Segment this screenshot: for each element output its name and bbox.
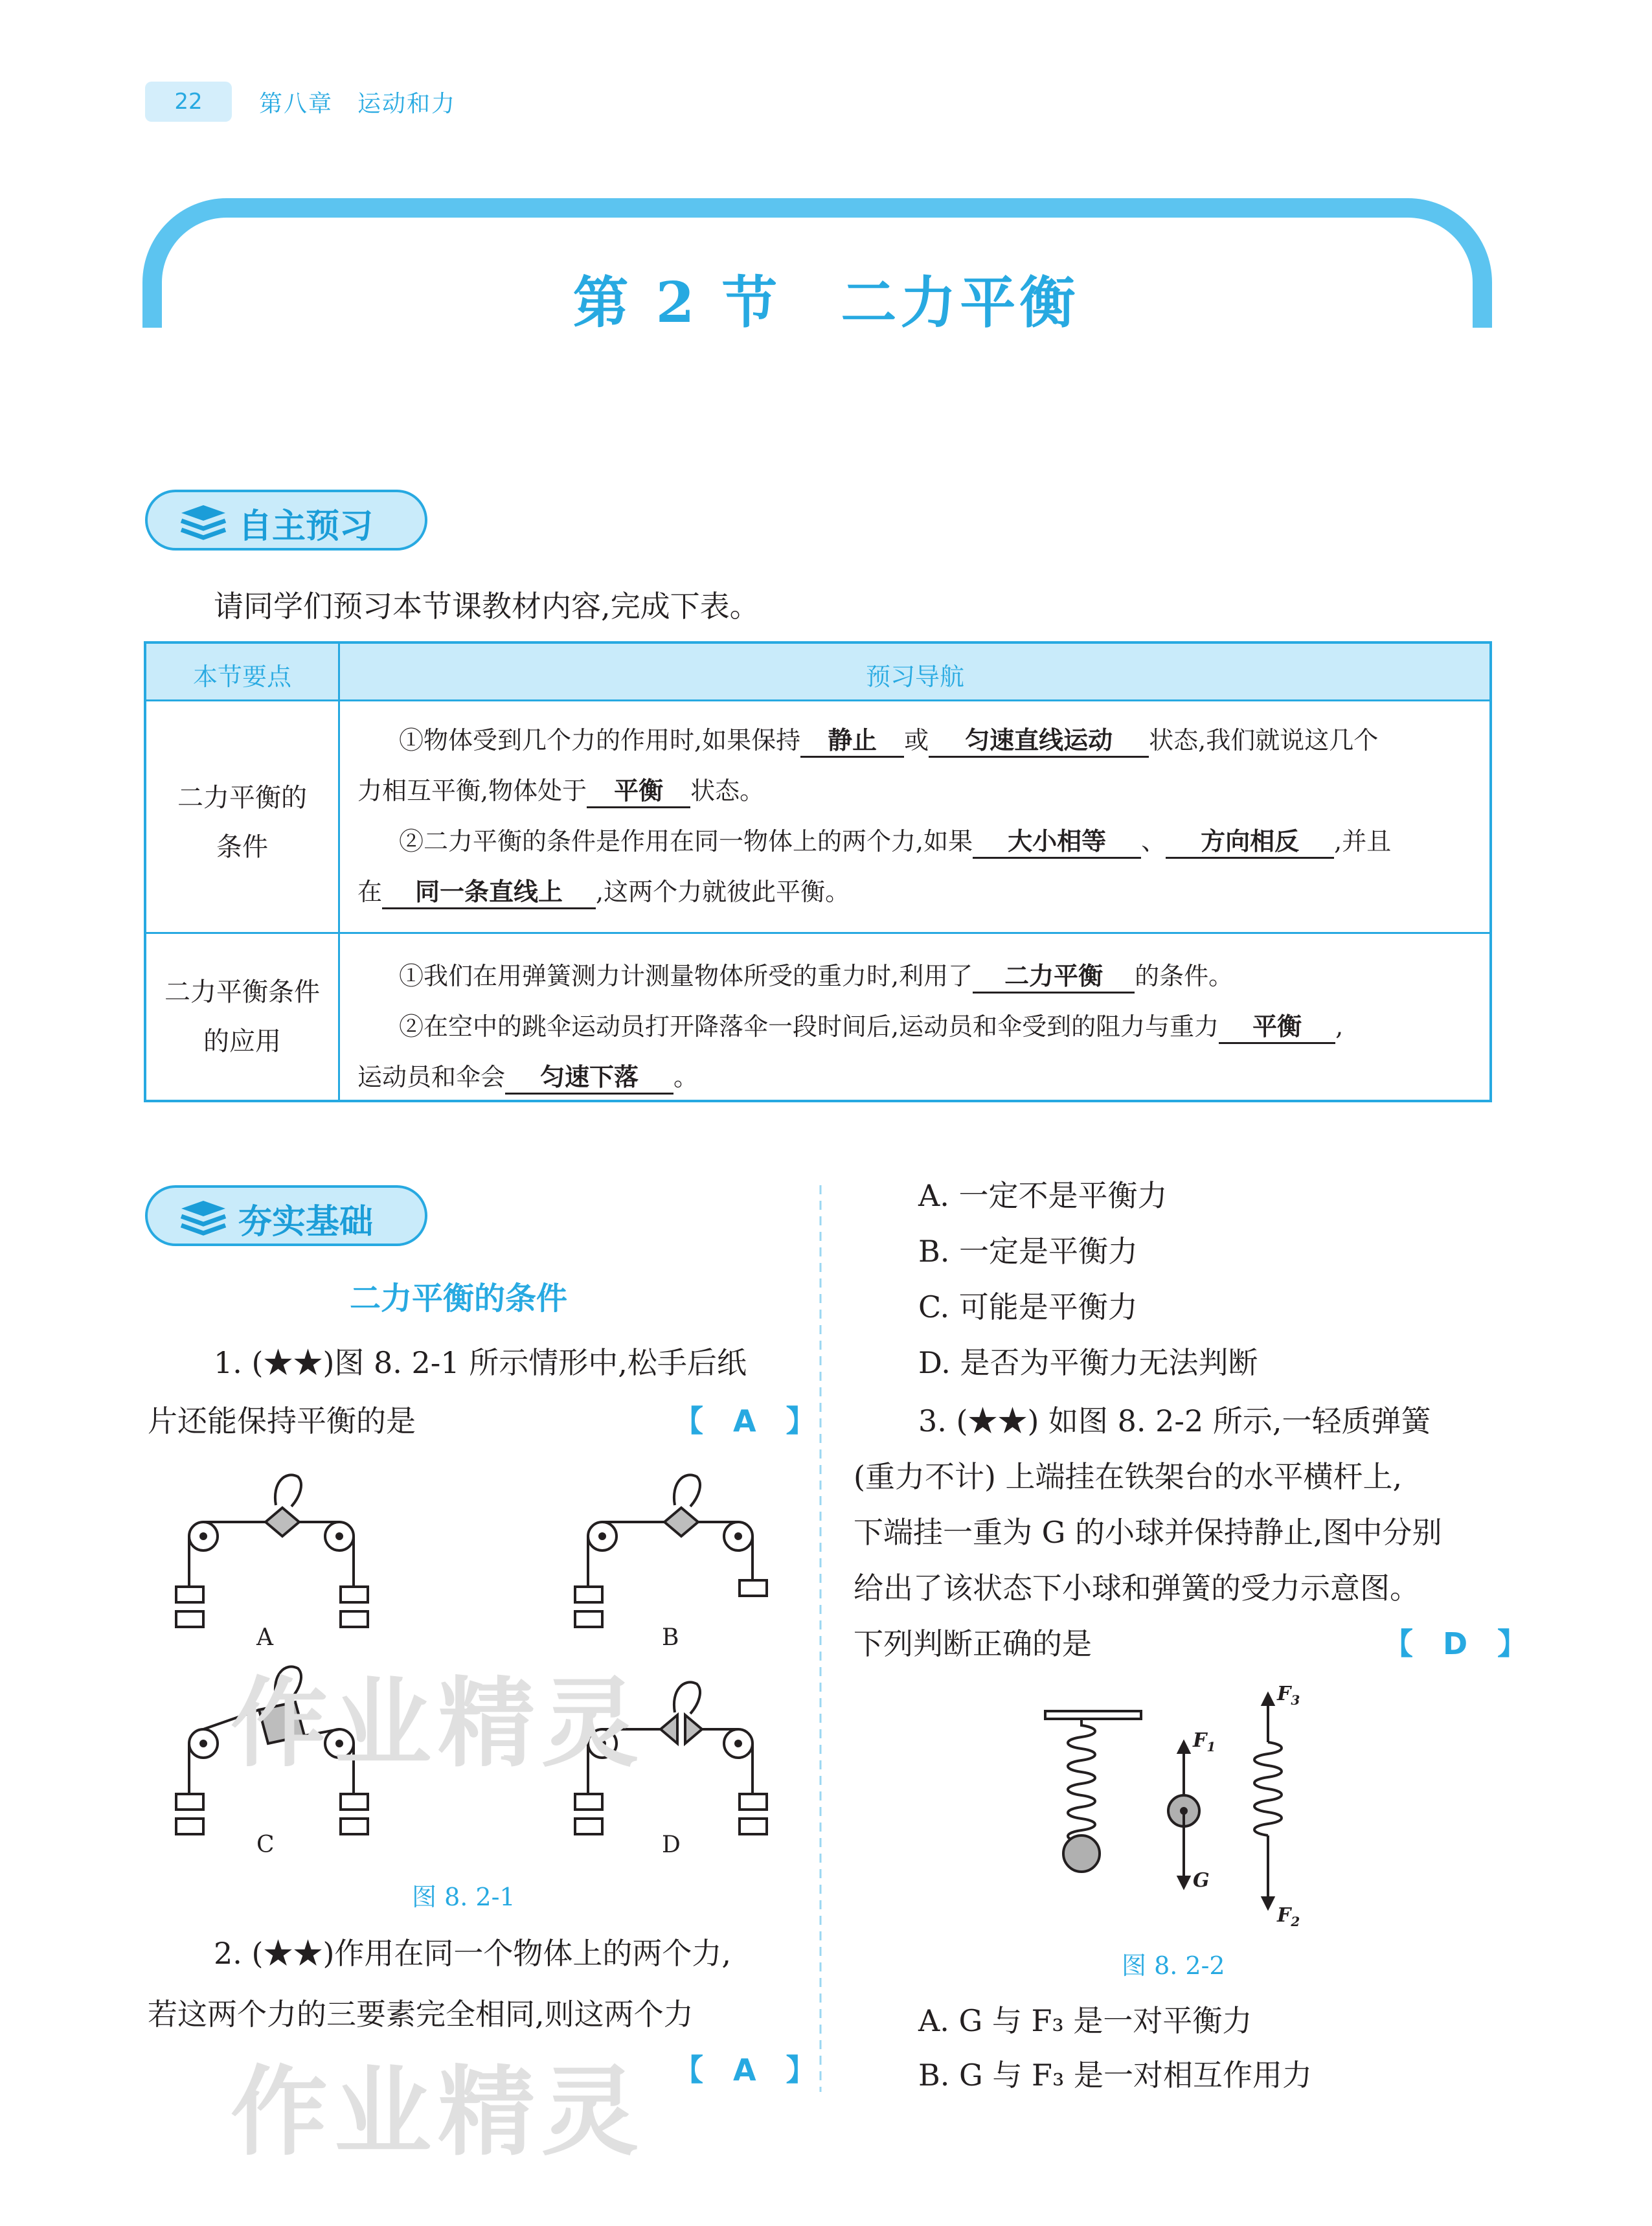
- blank-balance-2: 平衡: [1219, 1006, 1335, 1044]
- row2-line3: 运动员和伞会 匀速下落 。: [357, 1057, 698, 1095]
- page-number: 22: [145, 82, 232, 122]
- row2-line2: ②在空中的跳伞运动员打开降落伞一段时间后,运动员和伞受到的阻力与重力 平衡 ,: [399, 1006, 1343, 1044]
- row-label-applications: 二力平衡条件 的应用: [164, 977, 320, 1056]
- fig-b: [575, 1475, 767, 1627]
- blank-two-force: 二力平衡: [973, 956, 1135, 994]
- q2-option-b: B. 一定是平衡力: [918, 1234, 1138, 1269]
- q3-line4: 给出了该状态下小球和弹簧的受力示意图。: [854, 1571, 1420, 1606]
- fig-a: [176, 1475, 368, 1627]
- label-f2: $F_2$: [1277, 1904, 1300, 1929]
- blank-uniform-motion: 匀速直线运动: [929, 720, 1149, 758]
- row1-line3: ②二力平衡的条件是作用在同一物体上的两个力,如果 大小相等 、 方向相反 ,并且: [399, 821, 1391, 859]
- preview-badge: [145, 490, 427, 551]
- q3-line3: 下端挂一重为 G 的小球并保持静止,图中分别: [854, 1515, 1442, 1550]
- q3-option-a: A. G 与 F₃ 是一对平衡力: [918, 2003, 1252, 2038]
- blank-static: 静止: [800, 720, 904, 758]
- fig-label-b: B: [662, 1624, 679, 1651]
- blank-balance: 平衡: [587, 771, 690, 808]
- table-col-guide: 预习导航: [865, 663, 964, 691]
- q1-line1: 1. (★★)图 8. 2-1 所示情形中,松手后纸: [214, 1345, 747, 1380]
- preview-badge-label: 自主预习: [238, 507, 374, 546]
- q2-option-c: C. 可能是平衡力: [918, 1289, 1138, 1324]
- subsection-title: 二力平衡的条件: [350, 1280, 568, 1317]
- fig2-caption: 图 8. 2-2: [1122, 1951, 1225, 1980]
- q2-line1: 2. (★★)作用在同一个物体上的两个力,: [214, 1936, 732, 1971]
- preview-table: [144, 641, 1492, 1102]
- basics-badge: [145, 1185, 427, 1246]
- figure-8-2-2: [1036, 1677, 1321, 1936]
- books-icon: [177, 503, 229, 543]
- row1-line2: 力相互平衡,物体处于 平衡 状态。: [357, 771, 764, 808]
- preview-intro: 请同学们预习本节课教材内容,完成下表。: [214, 589, 760, 624]
- q1-answer: 【 A 】: [673, 1403, 816, 1438]
- row1-line4: 在 同一条直线上 ,这两个力就彼此平衡。: [357, 872, 850, 909]
- row1-line1: ①物体受到几个力的作用时,如果保持 静止 或 匀速直线运动 状态,我们就说这几个: [399, 720, 1378, 758]
- q3-answer: 【 D 】: [1383, 1626, 1528, 1661]
- row2-line1: ①我们在用弹簧测力计测量物体所受的重力时,利用了 二力平衡 的条件。: [399, 956, 1233, 994]
- q3-line1: 3. (★★) 如图 8. 2-2 所示,一轻质弹簧: [918, 1403, 1431, 1438]
- blank-uniform-fall: 匀速下落: [505, 1057, 673, 1095]
- q2-line2: 若这两个力的三要素完全相同,则这两个力: [148, 1997, 694, 2032]
- q2-option-a: A. 一定不是平衡力: [918, 1178, 1168, 1213]
- blank-equal-size: 大小相等: [973, 821, 1141, 859]
- label-f3: $F_3$: [1277, 1683, 1300, 1708]
- chapter-title: 第八章 运动和力: [259, 91, 457, 117]
- q2-option-d: D. 是否为平衡力无法判断: [918, 1345, 1258, 1380]
- q3-option-b: B. G 与 F₃ 是一对相互作用力: [918, 2058, 1313, 2093]
- watermark: 作业精灵: [231, 2056, 646, 2169]
- blank-same-line: 同一条直线上: [382, 872, 596, 909]
- basics-badge-label: 夯实基础: [238, 1203, 374, 1242]
- label-f1: $F_1$: [1193, 1729, 1216, 1755]
- q1-line2: 片还能保持平衡的是: [148, 1403, 416, 1438]
- fig-label-a: A: [256, 1624, 273, 1651]
- books-icon: [177, 1198, 229, 1238]
- label-g: G: [1193, 1869, 1210, 1892]
- section-title: 第 2 节 二力平衡: [572, 270, 1080, 335]
- q2-answer: 【 A 】: [673, 2052, 816, 2087]
- column-divider: [819, 1185, 822, 2092]
- fig-label-c: C: [256, 1832, 275, 1858]
- fig1-caption: 图 8. 2-1: [412, 1883, 515, 1911]
- q3-line2: (重力不计) 上端挂在铁架台的水平横杆上,: [854, 1459, 1403, 1494]
- fig-label-d: D: [662, 1832, 681, 1858]
- table-col-key-points: 本节要点: [192, 663, 291, 691]
- q3-line5: 下列判断正确的是: [854, 1626, 1092, 1661]
- row-label-conditions: 二力平衡的 条件: [177, 783, 307, 862]
- blank-opposite-direction: 方向相反: [1166, 821, 1334, 859]
- watermark: 作业精灵: [231, 1668, 646, 1780]
